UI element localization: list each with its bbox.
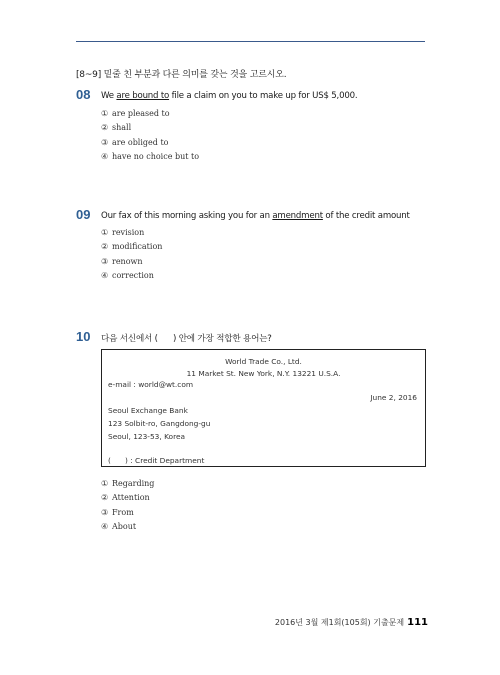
option-number: ④ <box>101 522 109 532</box>
option-text: shall <box>112 123 132 133</box>
option[interactable] <box>101 107 199 121</box>
option[interactable] <box>101 240 162 254</box>
option[interactable] <box>101 226 162 240</box>
option-text: Regarding <box>112 479 155 488</box>
letter-recipient-name: Seoul Exchange Bank <box>108 406 188 415</box>
footer-text: 2016년 3월 제1회(105회) 기출문제 <box>274 618 405 627</box>
letter-subject-line: ( ) : Credit Department <box>108 456 205 465</box>
option-number: ④ <box>101 152 109 162</box>
option-text: are obliged to <box>112 137 169 147</box>
question-9-number: 09 <box>76 207 91 222</box>
question-9-text <box>101 211 410 221</box>
question-10-number: 10 <box>76 329 91 344</box>
top-rule <box>76 41 425 42</box>
option[interactable] <box>101 269 162 283</box>
letter-recipient-city: Seoul, 123-53, Korea <box>108 432 186 441</box>
option-text: have no choice but to <box>112 152 200 162</box>
page-number: 111 <box>407 617 428 628</box>
option-text: renown <box>112 256 143 266</box>
option-number: ③ <box>101 256 109 266</box>
question-8-options <box>101 107 199 165</box>
page-footer <box>275 617 428 628</box>
option-text: modification <box>112 242 163 252</box>
question-10-options <box>101 477 154 535</box>
option-number: ② <box>101 123 109 133</box>
option-text: From <box>112 507 134 517</box>
option-number: ① <box>101 109 109 118</box>
letter-box <box>101 349 426 467</box>
letter-company: World Trade Co., Ltd. <box>225 357 302 366</box>
option[interactable] <box>101 491 154 505</box>
question-8-text-before: We <box>101 91 117 101</box>
question-9-text-after: of the credit amount <box>322 211 410 221</box>
option-number: ① <box>101 479 109 488</box>
question-8-text-after: file a claim on you to make up for US$ 5,000. <box>169 91 358 101</box>
option-number: ③ <box>101 507 109 517</box>
section-instruction: [8~9] 밑줄 친 부분과 다른 의미를 갖는 것을 고르시오. <box>76 70 287 80</box>
option-number: ④ <box>101 271 109 281</box>
option-number: ① <box>101 228 109 237</box>
question-10-text: 다음 서신에서 ( ) 안에 가장 적합한 용어는? <box>101 334 272 344</box>
option-text: revision <box>112 228 145 237</box>
option[interactable] <box>101 255 162 269</box>
question-8-text <box>101 91 357 101</box>
option-number: ③ <box>101 137 109 147</box>
option[interactable] <box>101 121 199 135</box>
option-text: correction <box>112 271 154 281</box>
question-9-options <box>101 226 162 284</box>
letter-recipient-street: 123 Solbit-ro, Gangdong-gu <box>108 419 211 428</box>
question-9-underlined: amendment <box>272 211 323 221</box>
option[interactable] <box>101 150 199 164</box>
option[interactable] <box>101 136 199 150</box>
question-8-number: 08 <box>76 87 91 102</box>
option[interactable] <box>101 520 154 534</box>
option-number: ② <box>101 493 109 503</box>
letter-date: June 2, 2016 <box>370 393 417 402</box>
option-text: are pleased to <box>112 109 170 118</box>
letter-email: e-mail : world@wt.com <box>108 380 194 389</box>
letter-address: 11 Market St. New York, N.Y. 13221 U.S.A. <box>186 369 341 378</box>
option[interactable] <box>101 506 154 520</box>
option[interactable] <box>101 477 154 491</box>
option-number: ② <box>101 242 109 252</box>
option-text: About <box>112 522 137 532</box>
question-8-underlined: are bound to <box>116 91 170 101</box>
question-9-text-before: Our fax of this morning asking you for an <box>101 211 273 221</box>
option-text: Attention <box>112 493 150 503</box>
